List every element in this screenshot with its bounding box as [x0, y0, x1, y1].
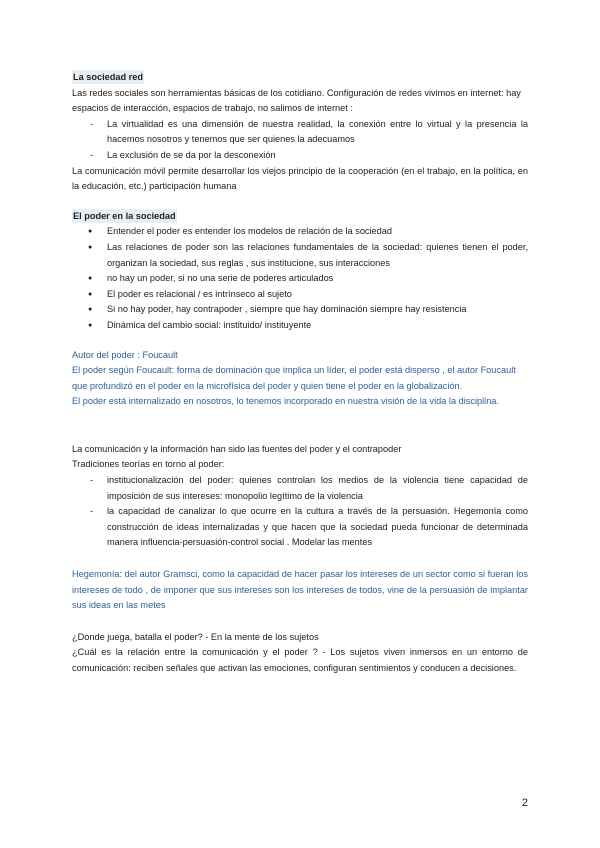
paragraph-fuentes-poder: La comunicación y la información han sido las fuentes del poder y el contrapoder [72, 443, 402, 454]
list-item: ● Dinámica del cambio social: instituido/ instituyente [72, 318, 528, 334]
paragraph-comunicacion-movil: La comunicación móvil permite desarrollar los viejos principio de la cooperación (en el trabajo, en la política, en la educación, etc.) participación humana [72, 165, 528, 192]
paragraph-redes-sociales: Las redes sociales son herramientas básicas de los cotidiano. Configuración de redes vivimos en internet: hay espacios de interacción, espacios de trabajo, no salimos de internet : [72, 87, 521, 114]
list-item: - La exclusión de se da por la desconexión [72, 148, 528, 164]
dash-list-tradiciones [72, 473, 528, 551]
paragraph-tradiciones: Tradiciones teorías en torno al poder: [72, 459, 225, 470]
foucault-paragraph-1: El poder según Foucault: forma de dominación que implica un líder, el poder está disperso , el autor Foucault que profundizó en el poder en la microfísica del poder y quien tiene el poder en la globalización. [72, 365, 516, 391]
list-item: ● Las relaciones de poder son las relaciones fundamentales de la sociedad: quienes tienen el poder, organizan la sociedad, sus reglas , sus institucione, sus interacciones [72, 240, 528, 271]
list-item: - la capacidad de canalizar lo que ocurre en la cultura a través de la persuasión. Hegemonía como construcción de ideas internalizadas y que hacen que la sociedad pueda funcionar de determinada manera influencia-persuasión-control social . Modelar las mentes [72, 504, 528, 551]
list-item: ● Entender el poder es entender los modelos de relación de la sociedad [72, 224, 528, 240]
list-item: - institucionalización del poder: quienes controlan los medios de la violencia tiene capacidad de imposición de sus intereses: monopolio legítimo de la violencia [72, 473, 528, 504]
list-item: ● Si no hay poder, hay contrapoder , siempre que hay dominación siempre hay resistencia [72, 302, 528, 318]
list-item: ● El poder es relacional / es intrínseco al sujeto [72, 287, 528, 303]
gramsci-paragraph: Hegemonía: del autor Gramsci, como la capacidad de hacer pasar los intereses de un sector como si fueran los intereses de todo , de imponer que sus intereses son los intereses de todos, vine de la persuasión de implantar sus ideas en las metes [72, 569, 528, 611]
bullet-list-poder [72, 224, 528, 333]
dash-list-sociedad-red [72, 117, 528, 164]
section-heading-sociedad-red: La sociedad red [73, 72, 143, 82]
question-2: ¿Cuál es la relación entre la comunicación y el poder ? - Los sujetos viven inmersos en un entorno de comunicación: reciben señales que activan las emociones, configuran sentimientos y conducen a decisiones. [72, 647, 528, 673]
question-1: ¿Donde juega, batalla el poder? - En la mente de los sujetos [72, 631, 319, 642]
page-content [72, 70, 528, 677]
section-heading-poder-sociedad: El poder en la sociedad [73, 210, 176, 221]
list-item: ● no hay un poder, si no una serie de poderes articulados [72, 271, 528, 287]
foucault-paragraph-2: El poder está internalizado en nosotros, lo tenemos incorporado en nuestra visión de la vida la disciplina. [72, 396, 499, 407]
list-item: - La virtualidad es una dimensión de nuestra realidad, la conexión entre lo virtual y la presencia la hacemos nosotros y tenemos que ser quienes la adecuamos [72, 117, 528, 148]
foucault-title: Autor del poder : Foucault [72, 349, 178, 360]
page-number: 2 [521, 797, 528, 809]
